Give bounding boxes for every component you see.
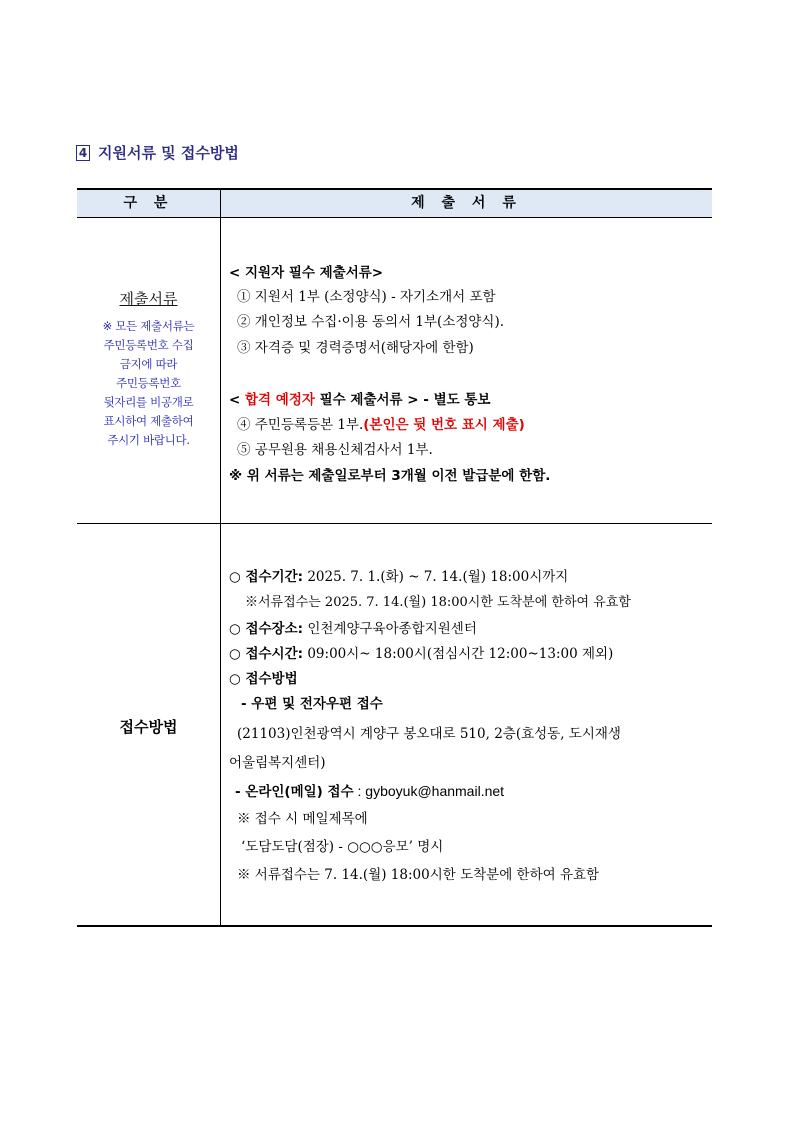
passed-docs-title [229,388,490,408]
notice-line: 주민등록번호 수집 [103,338,194,352]
address-line-1: (21103)인천광역시 계양구 봉오대로 510, 2층(효성동, 도시재생 [237,726,621,742]
passed-item-4-highlight: (본인은 뒷 번호 표시 제출) [363,417,525,433]
method-label-line: ○ 접수방법 [229,671,298,687]
online-label: - 온라인(메일) 접수 [235,784,354,800]
time-value: 09:00시~ 18:00시(점심시간 12:00~13:00 제외) [303,646,614,662]
final-note: ※ 서류접수는 7. 14.(월) 18:00시한 도착분에 한하여 유효함 [237,867,600,883]
table-header [77,190,712,218]
column-divider [220,190,221,925]
mail-title: - 우편 및 전자우편 접수 [241,696,383,712]
submission-table [77,188,712,927]
address-line-2: 어울림복지센터) [229,755,326,771]
place-label: ○ 접수장소: [229,621,304,637]
period-line [229,565,568,585]
documents-label: 제출서류 [119,290,178,308]
place-value: 인천계양구육아종합지원센터 [303,621,477,637]
notice-line: 주시기 바랍니다. [107,433,190,447]
time-line [229,642,613,662]
passed-title-prefix: < [229,392,246,408]
place-line [229,617,477,637]
documents-label-cell [77,288,220,450]
passed-item-5: ⑤ 공무원용 채용신체검사서 1부. [237,442,433,458]
required-docs-title: < 지원자 필수 제출서류> [229,265,384,281]
issuance-note: ※ 위 서류는 제출일로부터 3개월 이전 발급분에 한함. [229,468,551,484]
required-item-2: ② 개인정보 수집·이용 동의서 1부(소정양식). [237,314,505,330]
row-divider [77,523,712,524]
period-label: ○ 접수기간: [229,569,304,585]
method-label: 접수방법 [119,718,178,736]
required-item-1: ① 지원서 1부 (소정양식) - 자기소개서 포함 [237,289,496,305]
passed-item-4 [237,413,525,433]
time-label: ○ 접수시간: [229,646,304,662]
notice-line: 표시하여 제출하여 [103,414,194,428]
required-item-3: ③ 자격증 및 경력증명서(해당자에 한함) [237,340,474,356]
notice-line: 금지에 따라 [119,357,178,371]
email-subject: ‘도담도담(점장) - ○○○응모’ 명시 [241,839,444,855]
header-category: 구 분 [123,195,174,211]
online-line [235,780,504,800]
section-title-text: 지원서류 및 접수방법 [98,144,239,162]
notice-line: 주민등록번호 [116,376,181,390]
email-note: ※ 접수 시 메일제목에 [237,811,368,827]
online-email: : gyboyuk@hanmail.net [353,783,505,799]
privacy-notice [84,317,214,450]
notice-line: ※ 모든 제출서류는 [102,319,195,333]
passed-item-4-text: ④ 주민등록등본 1부. [237,417,364,433]
notice-line: 뒷자리를 비공개로 [103,395,194,409]
passed-title-suffix: 필수 제출서류 > - 별도 통보 [314,392,491,408]
period-note: ※서류접수는 2025. 7. 14.(월) 18:00시한 도착분에 한하여 유효함 [245,595,631,610]
header-documents: 제 출 서 류 [411,195,522,211]
section-number: 4 [76,145,90,161]
section-title [76,142,239,163]
passed-title-highlight: 합격 예정자 [245,392,315,408]
period-value: 2025. 7. 1.(화) ~ 7. 14.(월) 18:00시까지 [303,569,569,585]
